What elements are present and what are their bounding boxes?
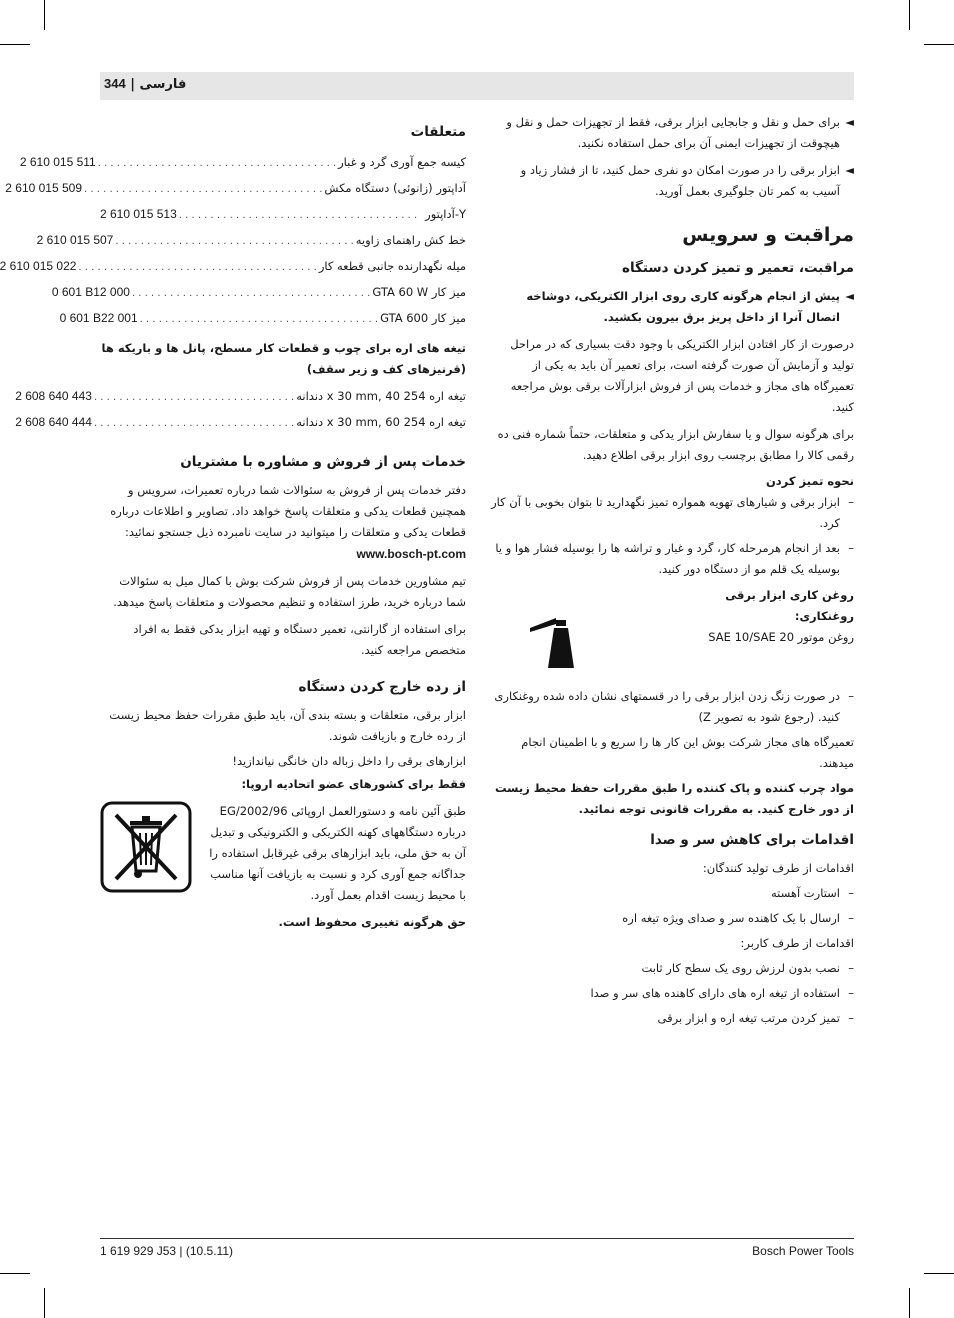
list-item: – تمیز کردن مرتب تیغه اره و ابزار برقی: [657, 1011, 854, 1025]
right-column: [490, 112, 854, 1029]
footer-doc-number: 1 619 929 J53 | (10.5.11): [100, 1244, 233, 1258]
accessory-row: خط کش راهنمای زاویه . . . . . . . . . . . . . . . . . . . . . . . . . . . . . . . . . . . . . . 2 610 015 507: [36, 233, 466, 247]
list-item: – ارسال با یک کاهنده سر و صدای ویژه تیغه اره: [622, 911, 854, 925]
paragraph: تیم مشاورین خدمات پس از فروش شرکت بوش با کمال میل به سئوالات شما درباره خرید، طرز استفاده و تنظیم محصولات و متعلقات پاسخ میدهد.: [113, 574, 466, 609]
list-item: – نصب بدون لرزش روی یک سطح کار ثابت: [641, 961, 854, 975]
oil-can-icon: [526, 614, 576, 676]
list-item: ◄ برای حمل و نقل و جابجایی ابزار برقی، فقط از تجهیزات حمل و نقل و هیچوقت از تجهیزات ایمنی آن برای حمل استفاده نکنید.: [490, 112, 854, 154]
subsection-heading-care: مراقبت، تعمیر و تمیز کردن دستگاه: [621, 260, 854, 276]
accessory-row: میله نگهدارنده جانبی قطعه کار . . . . . . . . . . . . . . . . . . . . . . . . . . . . . . . . . . . . . . 2 610 015 022: [0, 259, 466, 273]
section-heading-disposal: از رده خارج کردن دستگاه: [298, 679, 466, 695]
paragraph: ابزارهای برقی را داخل زباله دان خانگی نیاندازید!: [232, 754, 466, 768]
crossed-bin-icon: [100, 801, 192, 897]
crop-mark: [0, 44, 30, 45]
list-item: ◄ پیش از انجام هرگونه کاری روی ابزار الکتریکی، دوشاخه اتصال آنرا از داخل پریز برق بیرون بکشید.: [490, 286, 854, 328]
left-column: [0, 120, 466, 933]
section-heading-service: خدمات پس از فروش و مشاوره با مشتریان: [180, 454, 466, 470]
triangle-bullet-icon: ◄: [845, 163, 854, 177]
list-item: – در صورت زنگ زدن ابزار برقی را در قسمتهای نشان داده شده روغنکاری کنید. (رجوع شود به تصویر Z): [494, 689, 854, 724]
paragraph: اقدامات از طرف تولید کنندگان:: [702, 861, 854, 875]
page-header-label: [104, 76, 186, 92]
section-heading-maintenance: مراقبت و سرویس: [682, 224, 854, 246]
footer-rule: [100, 1238, 854, 1239]
paragraph: اقدامات از طرف کاربر:: [740, 936, 854, 950]
paragraph: مواد چرب کننده و پاک کننده را طبق مقررات حفظ محیط زیست از دور خارج کنید. به مقررات قانونی توجه نمائید.: [494, 781, 854, 816]
subsection-heading-noise: اقدامات برای کاهش سر و صدا: [650, 832, 854, 848]
rights-notice: حق هرگونه تغییری محفوظ است.: [278, 915, 466, 929]
header-bar: [100, 72, 854, 100]
weee-block: [100, 801, 466, 906]
list-item: – استارت آهسته: [771, 886, 854, 900]
list-item: – ابزار برقی و شیارهای تهویه همواره تمیز نگهدارید تا بتوان بخوبی با آن کار کرد.: [491, 495, 854, 530]
disposal-eu-heading: فقط برای کشورهای عضو اتحادیه اروپا:: [241, 777, 466, 791]
accessory-row: میز کار GTA 600 . . . . . . . . . . . . . . . . . . . . . . . . . . . . . . . . . . . . . . 0 601 B22 001: [59, 311, 466, 325]
list-item: – بعد از انجام هرمرحله کار، گرد و غبار و تراشه ها را بوسیله فشار هوا و یا بوسیله یک قلم مو از دستگاه دور کنید.: [495, 541, 854, 576]
crop-mark: [0, 1273, 30, 1274]
oil-label: روغنکاری:: [794, 609, 854, 623]
oil-value: روغن موتور SAE 10/SAE 20: [708, 630, 854, 644]
header-separator: |: [130, 77, 135, 92]
paragraph: طبق آئین نامه و دستورالعمل اروپائی 2002/96/EG درباره دستگاههای کهنه الکتریکی و الکترونیکی و تبدیل آن به حق ملی، باید ابزارهای برقی غیرقابل استفاده را جداگانه جمع آوری کرد و نسبت به بازیافت آنها مناسب با محیط زیست اقدام بعمل آورد.: [209, 804, 466, 902]
crop-mark: [44, 1288, 45, 1318]
crop-mark: [44, 0, 45, 30]
list-item: ◄ ابزار برقی را در صورت امکان دو نفری حمل کنید، تا از فشار زیاد و آسیب به کمر تان جلوگیری بعمل آورید.: [490, 160, 854, 202]
paragraph: برای استفاده از گارانتی، تعمیر دستگاه و تهیه ابزار یدکی فقط به افراد متخصص مراجعه کنید.: [133, 622, 466, 657]
crop-mark: [924, 1273, 954, 1274]
paragraph: برای هرگونه سوال و یا سفارش ابزار یدکی و متعلقات، حتماً شماره فنی ده رقمی کالا را مطابق برچسب روی ابزار برقی اطلاع دهید.: [497, 427, 854, 462]
page-number: 344: [104, 76, 126, 91]
lubrication-box: [490, 606, 854, 676]
paragraph: دفتر خدمات پس از فروش به سئوالات شما درباره تعمیرات، سرویس و همچنین قطعات یدکی و متعلقات پاسخ خواهد داد. تصاویر و اطلاعات درباره قطعات یدکی و متعلقات را میتوانید در سایت نامبرده ذیل جستجو نمائید:: [110, 483, 466, 539]
section-heading-accessories: متعلقات: [410, 124, 466, 140]
subheading-lubrication: روغن کاری ابزار برقی: [725, 588, 854, 602]
crop-mark: [909, 1288, 910, 1318]
footer-brand: Bosch Power Tools: [752, 1244, 854, 1258]
accessory-row: Y-آداپتور . . . . . . . . . . . . . . . . . . . . . . . . . . . . . . . . . . . . . . 2 610 015 513: [100, 207, 466, 221]
paragraph: درصورت از کار افتادن ابزار الکتریکی با وجود دقت بسیاری که در مراحل تولید و آزمایش آن صورت گرفته است، برای تعمیر آن باید به یکی از تعمیرگاه های مجاز و خدمات پس از فروش ابزارآلات برقی بوش مراجعه کنید.: [510, 337, 854, 414]
accessory-row: آداپتور (زانوئی) دستگاه مکش . . . . . . . . . . . . . . . . . . . . . . . . . . . . . . . . . . . . . . 2 610 015 509: [5, 181, 466, 195]
crop-mark: [909, 0, 910, 30]
bosch-link[interactable]: www.bosch-pt.com: [356, 547, 466, 561]
accessories-list: [0, 150, 466, 332]
triangle-bullet-icon: ◄: [845, 115, 854, 129]
triangle-bullet-icon: ◄: [845, 289, 854, 303]
accessory-row: کیسه جمع آوری گرد و غبار . . . . . . . . . . . . . . . . . . . . . . . . . . . . . . . . . . . . . . 2 610 015 511: [19, 155, 466, 169]
accessory-row: میز کار GTA 60 W . . . . . . . . . . . . . . . . . . . . . . . . . . . . . . . . . . . . . . 0 601 B12 000: [51, 285, 466, 299]
subheading-cleaning: نحوه تمیز کردن: [765, 474, 854, 488]
paragraph: ابزار برقی، متعلقات و بسته بندی آن، باید طبق مقررات حفظ محیط زیست از رده خارج و بازیافت شوند.: [109, 708, 466, 743]
crop-mark: [924, 44, 954, 45]
list-item: – استفاده از تیغه اره های دارای کاهنده های سر و صدا: [590, 986, 854, 1000]
blade-row: تیغه اره 254 x 30 mm, 60 دندانه . . . . . . . . . . . . . . . . . . . . . . . . . . . . . . . . 2 608 640 444: [15, 415, 466, 429]
blades-heading: تیغه های اره برای چوب و قطعات کار مسطح، پانل ها و باریکه ها (قرنیزهای کف و زیر سقف): [101, 341, 466, 376]
blade-row: تیغه اره 254 x 30 mm, 40 دندانه . . . . . . . . . . . . . . . . . . . . . . . . . . . . . . . . 2 608 640 443: [15, 389, 466, 403]
header-language: فارسی: [139, 77, 187, 92]
paragraph: تعمیرگاه های مجاز شرکت بوش این کار ها را سریع و با اطمینان انجام میدهند.: [521, 735, 854, 770]
